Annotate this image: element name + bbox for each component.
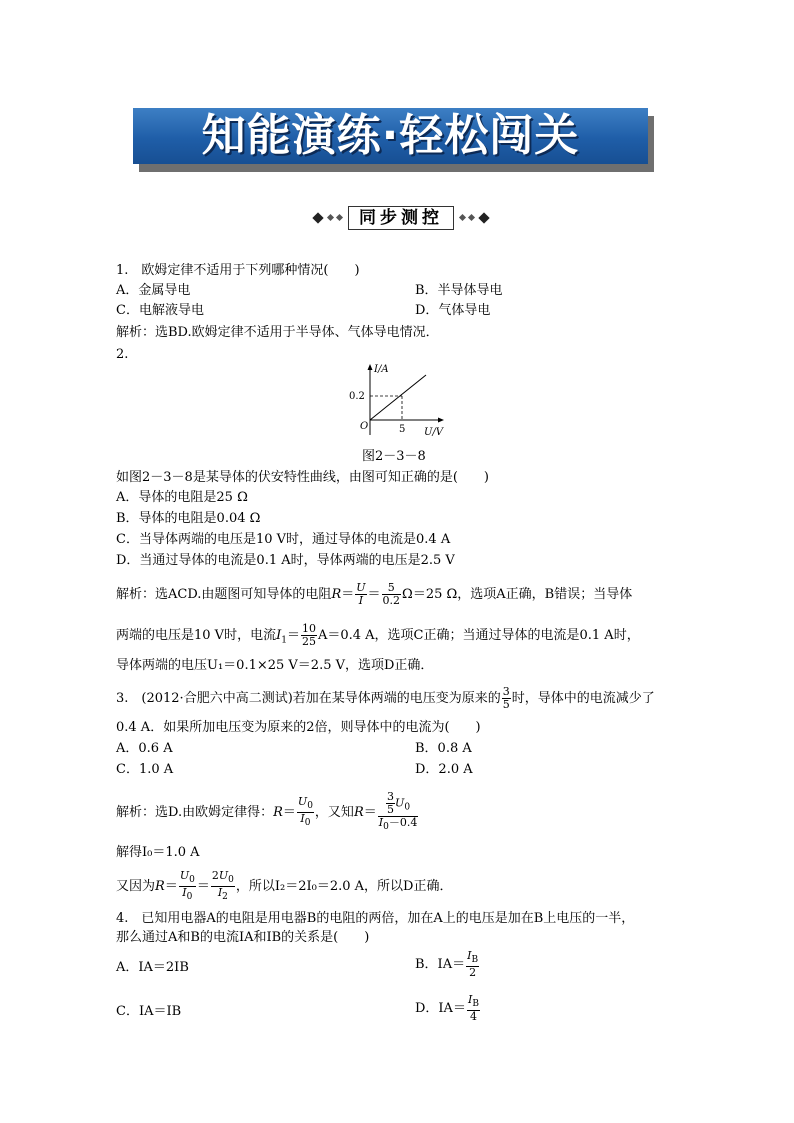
q3-option-b: B．0.8 A: [415, 741, 472, 756]
y-tick-label: 0.2: [349, 391, 365, 402]
q2-option-d: D．当通过导体的电流是0.1 A时，导体两端的电压是2.5 V: [116, 553, 455, 568]
q3-again-line: 又因为R＝ $\frac{U_0}{I_0}$ ＝ $\frac{2U_0}{I_2}$ ，所以I₂＝2I₀＝2.0 A，所以D正确．: [116, 869, 453, 903]
q3-analysis-text: 又因为: [116, 879, 156, 895]
fraction: $\frac{U_0}{I_0}$: [297, 794, 313, 829]
fraction: $\frac{U_0}{I_0}$: [179, 869, 195, 903]
q3-stem-text: 3. (2012·合肥六中高二测试)若加在某导体两端的电压变为原来的: [116, 691, 501, 706]
q4-option-text: B．IA＝: [415, 957, 466, 973]
q2-stem: 如图2－3－8是某导体的伏安特性曲线，由图可知正确的是( ): [116, 470, 489, 485]
small-diamond-icon: [327, 214, 334, 221]
q4-option-b: [415, 950, 480, 980]
fraction: $\frac{3}{5}$ $U_0$ $I_0-0.4$: [378, 790, 418, 833]
q1-option-c: C．电解液导电: [116, 303, 204, 318]
y-axis-label: I/A: [374, 364, 389, 375]
q4-option-c: C．IA＝IB: [116, 1004, 182, 1019]
q4-stem-line2: 那么通过A和B的电流IA和IB的关系是( ): [116, 930, 370, 945]
section-header: [310, 205, 490, 231]
q2-option-a: A．导体的电阻是25 Ω: [116, 490, 248, 505]
q1-option-a: A．金属导电: [116, 283, 191, 298]
q2-analysis-text: A＝0.4 A，选项C正确；当通过导体的电流是0.1 A时，: [317, 628, 640, 643]
q1-option-b: B．半导体导电: [415, 283, 503, 298]
q4-option-text: D．IA＝: [415, 1001, 466, 1017]
fraction: $\frac{3}{5}$: [502, 685, 510, 711]
q4-stem-line1: 4. 已知用电器A的电阻是用电器B的电阻的两倍，加在A上的电压是加在B上电压的一半，: [116, 911, 635, 926]
q3-analysis-line1: 解析：选D.由欧姆定律得：R＝ $\frac{U_0}{I_0}$ ，又知R＝ $\frac{3}{5}$ $U_0$ $I_0-0.4$: [116, 790, 418, 833]
iv-graph: [340, 360, 460, 445]
iv-line: [370, 375, 426, 420]
q2-analysis-line2: 两端的电压是10 V时，电流$I_1=$ $\frac{10}{25}$ A＝0.4 A，选项C正确；当通过导体的电流是0.1 A时，: [116, 622, 640, 648]
small-diamond-icon: [459, 214, 466, 221]
q2-analysis-line1: 解析：选ACD.由题图可知导体的电阻R＝ $\frac{U}{I}$ ＝ $\frac{5}{0.2}$ Ω＝25 Ω，选项A正确，B错误；当导体: [116, 581, 633, 607]
q1-analysis: 解析：选BD.欧姆定律不适用于半导体、气体导电情况．: [116, 325, 439, 340]
q3-option-a: A．0.6 A: [116, 741, 173, 756]
small-diamond-icon: [468, 214, 475, 221]
q3-analysis-text: ，又知: [314, 805, 354, 820]
q2-analysis-text: ＝25 Ω，选项A正确，B错误；当导体: [412, 587, 633, 602]
q4-option-a: A．IA＝2IB: [116, 960, 189, 975]
q3-solve: 解得I₀＝1.0 A: [116, 845, 200, 860]
q3-analysis-text: 解析：选D.由欧姆定律得：: [116, 805, 274, 820]
q3-stem-line1: [116, 686, 655, 712]
diamond-icon: [478, 212, 489, 223]
diamond-icon: [312, 212, 323, 223]
origin-label: O: [360, 421, 369, 432]
q2-option-c: C．当导体两端的电压是10 V时，通过导体的电流是0.4 A: [116, 532, 451, 547]
title-banner: [133, 108, 652, 167]
banner-title: 知能演练·轻松闯关: [201, 110, 580, 161]
q1-option-d: D．气体导电: [415, 303, 491, 318]
section-label: 同步测控: [348, 206, 454, 230]
fraction: $\frac{2U_0}{I_2}$: [211, 869, 234, 903]
x-tick-label: 5: [399, 424, 406, 435]
fraction: $\frac{U}{I}$: [356, 581, 366, 607]
fraction: $\frac{I_B}{2}$: [467, 949, 479, 980]
q4-option-d: [415, 994, 481, 1024]
q3-stem-text: 时，导体中的电流减少了: [511, 691, 655, 706]
q2-number: 2.: [116, 347, 129, 362]
q3-option-c: C．1.0 A: [116, 762, 174, 777]
small-diamond-icon: [336, 214, 343, 221]
fraction: $\frac{5}{0.2}$: [382, 581, 401, 607]
x-axis-label: U/V: [424, 427, 444, 438]
q1-stem: 1. 欧姆定律不适用于下列哪种情况( ): [116, 263, 360, 278]
q3-analysis-text: ，所以I₂＝2I₀＝2.0 A，所以D正确．: [235, 879, 453, 895]
q3-option-d: D．2.0 A: [415, 762, 473, 777]
q2-analysis-text: 两端的电压是10 V时，电流: [116, 628, 277, 643]
q2-analysis-text: 解析：选ACD.由题图可知导体的电阻: [116, 587, 332, 602]
y-axis-arrow: [368, 364, 373, 370]
q2-option-b: B．导体的电阻是0.04 Ω: [116, 511, 261, 526]
fraction: $\frac{10}{25}$: [301, 622, 316, 648]
fraction: $\frac{I_B}{4}$: [467, 993, 479, 1024]
q2-caption: 图2－3－8: [362, 449, 426, 464]
x-axis-arrow: [438, 418, 444, 423]
q3-stem-line2: 0.4 A．如果所加电压变为原来的2倍，则导体中的电流为( ): [116, 720, 481, 735]
q2-analysis-line3: 导体两端的电压U₁＝0.1×25 V＝2.5 V，选项D正确．: [116, 658, 434, 673]
